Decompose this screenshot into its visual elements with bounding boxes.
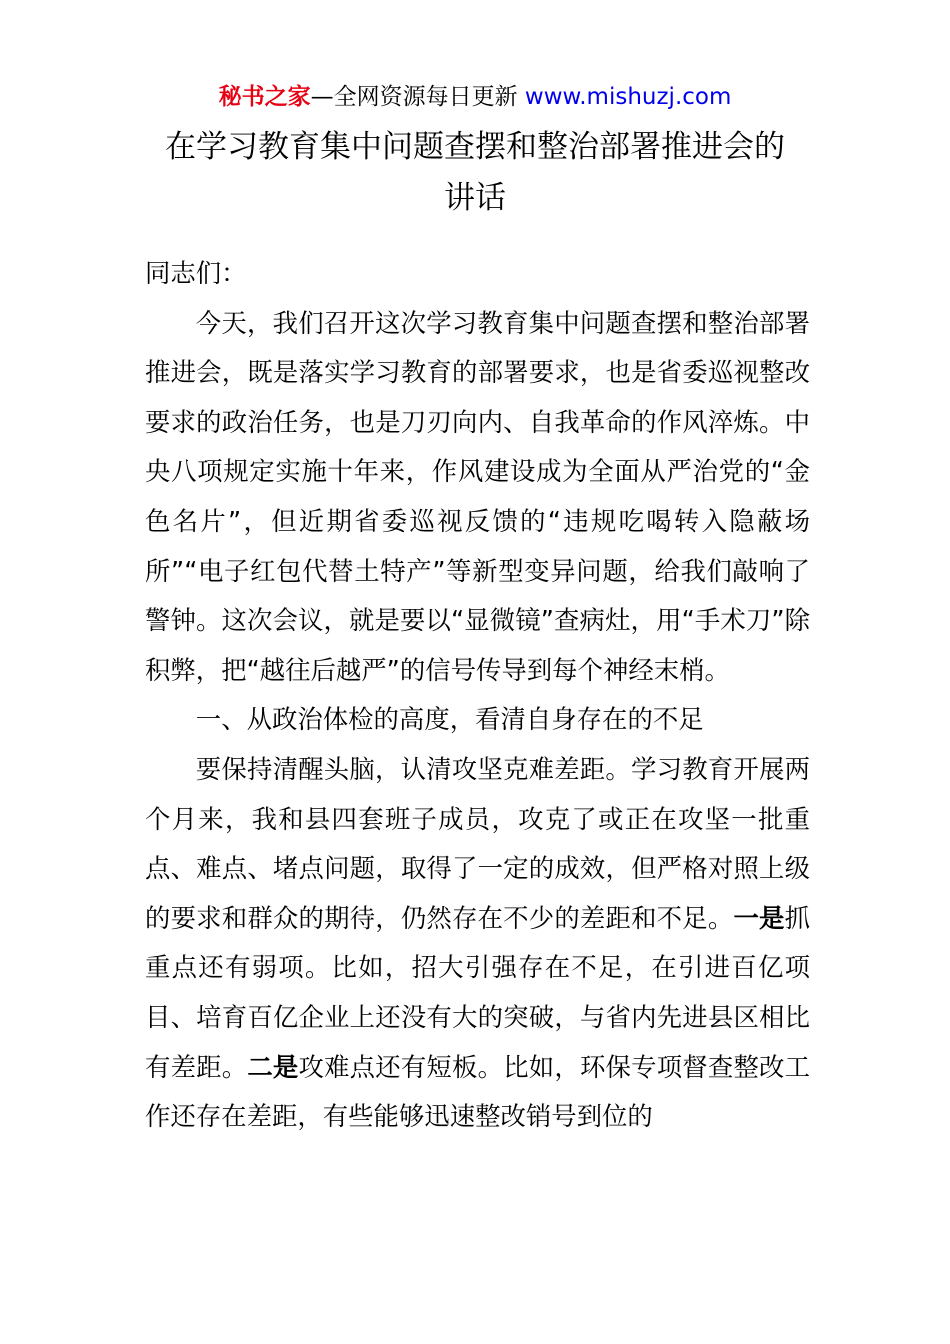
document-title-line-2: 讲话: [444, 180, 506, 216]
document-body: [145, 249, 810, 1142]
point-text-2: 攻难点还有短板。比如，环保专项督查整改工作还存在差距，有些能够迅速整改销号到位的: [145, 1051, 811, 1132]
site-tagline: —全网资源每日更新: [310, 84, 518, 110]
paragraph-gaps: [145, 745, 810, 1142]
site-url[interactable]: www.mishuzj.com: [524, 84, 732, 110]
site-header: [0, 82, 950, 112]
brand-name: 秘书之家: [218, 84, 311, 110]
paragraph-intro: 今天，我们召开这次学习教育集中问题查摆和整治部署推进会，既是落实学习教育的部署要求，也是省委巡视整改要求的政治任务，也是刀刃向内、自我革命的作风淬炼。中央八项规定实施十年来，作风建设成为全面从严治党的“金色名片”，但近期省委巡视反馈的“违规吃喝转入隐蔽场所”“电子红包代替土特产”等新型变异问题，给我们敲响了警钟。这次会议，就是要以“显微镜”查病灶，用“手术刀”除积弊，把“越往后越严”的信号传导到每个神经末梢。: [145, 307, 810, 685]
salutation: 同志们：: [145, 258, 247, 288]
section-heading-1: 一、从政治体检的高度，看清自身存在的不足: [195, 704, 704, 735]
paragraph-gaps-lead: 要保持清醒头脑，认清攻坚克难差距。学习教育开展两个月来，我和县四套班子成员，攻克了或正在攻坚一批重点、难点、堵点问题，取得了一定的成效，但严格对照上级的要求和群众的期待，仍然存在不少的差距和不足。: [145, 753, 810, 933]
point-label-2: 二是: [247, 1051, 299, 1082]
point-text-1: 抓重点还有弱项。比如，招大引强存在不足，在引进百亿项目、培育百亿企业上还没有大的突破，与省内先进县区相比有差距。: [145, 902, 811, 1082]
document-title-line-1: 在学习教育集中问题查摆和整治部署推进会的: [165, 129, 785, 165]
point-label-1: 一是: [733, 902, 785, 933]
